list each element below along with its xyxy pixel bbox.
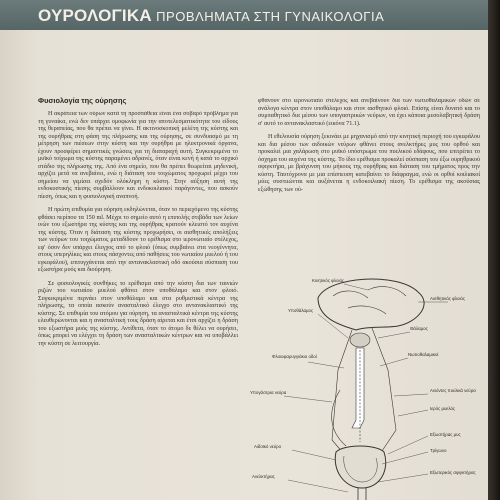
paragraph: φθάνουν στο ιερονωτιαίο στέλεχος και ανεβαίνουν δια των νωτιοθαλαμικών οδών σε ανάλογα κέντρα στον υποθάλαμο και στον αισθητικό φλοιό. Επίσης είναι δυνατό και το συμπαθητικό δια μέσου των υπογαστρικών νεύρων, να έχει κάποια μεσολαβητική δράση σ' αυτό το αντανακλαστικό (εικόνα 71.1). [258, 98, 480, 127]
chapter-title-rest: ΠΡΟΒΛΗΜΑΤΑ ΣΤΗ ΓΥΝΑΙΚΟΛΟΓΙΑ [156, 9, 385, 24]
label-motor-cortex: Κινητικός φλοιός [312, 278, 345, 283]
label-spinal: Ιερός μυελός [430, 406, 456, 411]
label-sphincter: Εξωτερικός σφιγκτήρας [430, 470, 476, 475]
tract-left [332, 330, 352, 454]
paragraph: Η ακράτεια των ούρων κατά τη προσπάθεια είναι ένα σοβαρό πρόβλημα για τη γυναίκα, ενώ δεν υπάρχει ομοφωνία για την αποτελεσματικότητα του είδους της θεραπείας, που θα πρέπει να γίνει. Η ακτινοσκοπική μελέτη της κύστης και της ουρήθρας στη φάση της πλήρωσης και της ούρησης, σε συνδυασμό με τη μέτρηση των πιέσεων στην κύστη και την ουρήθρα με ηλεκτρονικά όργανα, έχουν προσφέρει σημαντικές γνώσεις για τη διαταραχή αυτή. Συγκεκριμένα το μυϊκό τοίχωμα της κύστης παραμένει αδρανές, όταν είναι κενή ή κατά το αρχικό στάδιο της πλήρωσης της. Από ένα σημείο, που θα πρέπει θεωρείται μηδενική, αρχίζει μετά να ανεβαίνει, ενώ η διάταση του τοιχώματος προχωρεί μέχρι του σημείου να γεμίσει σχεδόν ολόκληρη η κύστη. Στην αύξηση αυτή της ενδοκυστικής πίεσης συμβάλλουν και ενδοκοιλιακοί παράγοντες, που ασκούν πίεση, όπως και η φυσιολογική αναπνοή. [38, 111, 238, 200]
paragraph: Η εθελουσία ούρηση ξεκινάει με μηχανισμό από την κινητική περιοχή του εγκεφάλου και δια μέσου των αιδοικών νεύρων φθάνει στους ανελκτήρες μυς του ορθού και προκαλεί μια χαλάρωση στο μυϊκό υπόστρωμα του πυελικού εδάφους, που επιτρέπει το όσχημα του αυχένα της κύστης. Το ίδιο ερέθισμα προκαλεί σύσπαση του έξω ουρηθρικού σφιγκτήρα, με βράχυνση του μήκους της ουρήθρας και διάταση του τμήματος προς την κύστη. Ταυτόχρονα με μια επίσπευση κατεβαίνει το διάφραγμα, ενώ οι ορθοί κοιλιακοί μύες συστιιώνται και αυξάνεται η ενδοκοιλιακή πίεση. Το ερέθισμα της ακούσιας εξώθησης των ού- [258, 134, 480, 193]
page-edge-shadow [488, 0, 500, 500]
label-detrusor: Εξωστήρας μυς [430, 432, 461, 437]
brain-outline [318, 279, 424, 330]
chapter-title-bold: ΟΥΡΟΛΟΓΙΚΑ [38, 6, 152, 25]
label-bladder: Τρίγωνο [430, 448, 447, 453]
left-text-column [38, 111, 238, 500]
urethra-shape [358, 488, 366, 500]
chapter-title [38, 6, 384, 26]
section-heading: Φυσιολογία της ούρησης [38, 96, 127, 105]
label-reticular: Φλοιοφαρυγγιάκοι οδοί [272, 354, 317, 359]
label-thalamus: Θάλαμος [410, 326, 428, 331]
paragraph: Η πρώτη επιθυμία για ούρηση εκδηλώνεται, όταν το περιεχόμενο της κύστης φθάσει περίπου τα 150 ml. Μέχρι το σημείο αυτό η επιπολής στιβάδα των λείων ινών του εξωστήρα της κύστης και της ουρήθρας κρατούν κλειστό τον αυχένα της κύστης. Όταν η διάταση της κύστης προχωρήσει, οι αισθητικές απολήξεις των νεύρων του τοιχώματος μεταδίδουν το ερέθισμα στο ιερονωτιαίο στέλεχος, εφ' όσον δεν υπάρχει έλεγχος από το φλοιό (όπως συμβαίνει στα νεογέννητα, στους υπερηλίκες και στους πάσχοντες από παθήσεις του νωτιαίου μυελού ή του εγκεφάλου), επιτυγχάνεται από την αντανακλαστική οδό ακούσια σύσπαση του εξωστήρα μυός και διούρηση. [38, 207, 238, 273]
paragraph: Σε φυσιολογικές συνθήκες το ερέθισμα από την κύστη δια των ταινιών ριζών του νωτιαίου μυελού φθάνει στον υποθάλαμο και στον φλοιό. Συγκεκριμένα περνάει στον υποθάλαμο και στα ρυθμιστικά κέντρα της πλήρωσης, τα οποία ασκούν ανασταλτικό έλεγχο στο αντανακλαστικό της κύστης. Σε επιθυμία του ατόμου για ούρηση, τα ανασταλτικά κέντρα της κύστης ελευθερώνονται και η ανασταλτική τους δράση αίρεται και έτσι αρχίζει η δράση του εξωστήρα μυός της κύστης. Αντίθετα, όταν το άτομο δε θέλει να ουρήσει, όπως μπορεί να ελέγχει τη δράση των ανασταλτικών κέντρων και να υποβάλλει την κύστη σε λειτουργία. [38, 280, 238, 347]
spinal-cord [352, 348, 364, 428]
label-pudendal: Αιδοϊκό νεύρο [254, 444, 282, 449]
right-text-column [258, 98, 480, 248]
label-sensory-cortex: Αισθητικός φλοιός [430, 296, 465, 301]
label-levator: Ανελκτήρας [252, 474, 275, 479]
chapter-title-bar [0, 0, 500, 30]
label-spinothalamic: Νωτιοθαλαμικοί [408, 352, 439, 357]
label-hypothalamus: Υποθάλαμος [288, 308, 314, 313]
brain-folds [333, 287, 406, 314]
bladder-innervation-diagram [248, 270, 488, 500]
tract-right [372, 328, 396, 454]
label-sympathetic: Ανιόντες πυελικά νεύρα [430, 388, 476, 393]
hypothalamus-shape [350, 333, 370, 347]
label-hypogastric: Υπογάστρια νεύρα [250, 390, 287, 395]
